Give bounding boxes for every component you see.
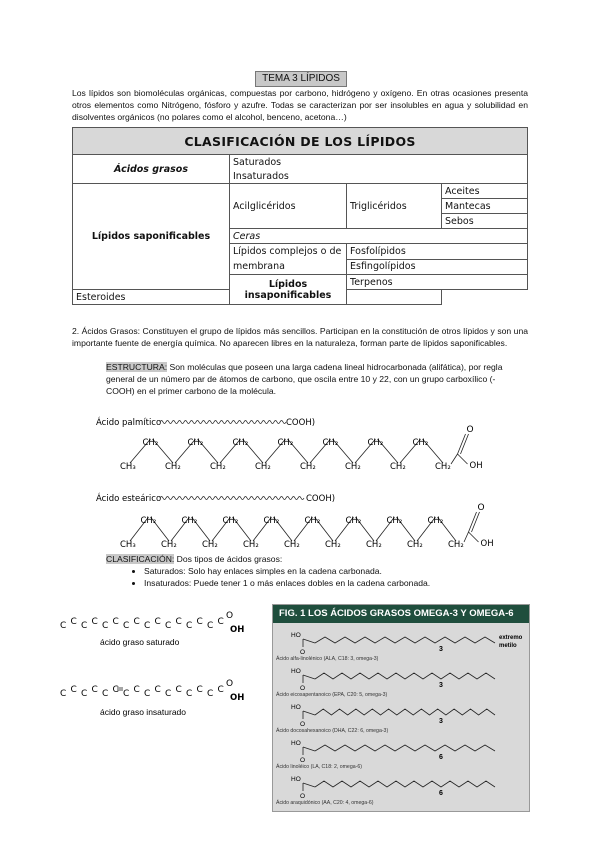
stearic-cooh: COOH) [306,494,336,504]
carbon-atom: C [165,689,172,699]
cell-acidos-grasos: Ácidos grasos [73,155,230,184]
stearic-carbon: CH₃ [120,540,136,550]
omega-number: 3 [439,646,443,653]
carbon-atom: C [144,689,151,699]
fatty-acid-skeleton [315,745,495,751]
stearic-carbon: CH₂ [345,516,362,526]
hydroxyl-label: OH [480,539,494,549]
acid-label: Ácido linoléico (LA, C18: 2, omega-6) [276,764,362,770]
omega-figure [272,604,530,812]
carbon-atom: C [186,621,193,631]
stearic-carbon: CH₂ [161,540,177,550]
o-label: O [300,649,306,656]
palmitic-carbon: CH₂ [367,438,384,448]
carbon-atom: C [60,689,67,699]
metilo-label: metilo [499,643,517,649]
carbon-atom: C [102,689,109,699]
carbon-atom: C [154,685,161,695]
carbon-atom: C [207,621,214,631]
carbon-atom: C [217,617,224,627]
extremo-label: extremo [499,635,523,641]
chain-bond [464,532,469,542]
ho-label: HO [291,632,301,639]
hydroxyl-group: OH [230,693,245,703]
carbon-atom: C [70,685,77,695]
carbon-atom: C [175,617,182,627]
o-label: O [300,757,306,764]
palmitic-carbon: CH₂ [165,462,181,472]
acid-label: Ácido alfa-linolénico (ALA, C18: 3, omega-3) [276,656,379,662]
hydroxyl-label: OH [469,461,483,471]
carbon-atom: C [217,685,224,695]
palmitic-carbon: CH₂ [277,438,294,448]
intro-paragraph: Los lípidos son biomoléculas orgánicas, compuestas por carbono, hidrógeno y oxígeno. En otras ocasiones presenta otros elementos como Nitrógeno, fósforo y azufre. Todas se caracterizan por ser insolubles en agua y solubilidad en disolventes orgánicos (no polares como el alcohol, benceno, acetona…) [72,88,528,122]
cell-sebos: Sebos [442,214,528,229]
stearic-carbon: CH₂ [386,516,403,526]
palmitic-carbon: CH₂ [390,462,406,472]
o-label: O [300,721,306,728]
stearic-carbon: CH₂ [243,540,259,550]
cell-complejos: Lípidos complejos o de membrana [230,244,347,275]
carbon-atom: C [81,621,88,631]
classification-section [106,553,516,589]
carbon-atom: C [123,621,130,631]
table-header: CLASIFICACIÓN DE LOS LÍPIDOS [73,128,528,155]
acid-label: Ácido eicosapentanoico (EPA, C20: 5, omega-3) [276,692,388,698]
carbon-chains [60,608,260,728]
carbon-atom: C [165,621,172,631]
carbon-atom: C [154,617,161,627]
carboxyl-bond [303,675,315,679]
carbon-atom: C [81,689,88,699]
palmitic-label: Ácido palmítico [96,418,162,428]
figure-title: FIG. 1 LOS ÁCIDOS GRASOS OMEGA-3 Y OMEGA-6 [273,605,529,623]
omega-number: 6 [439,754,443,761]
section-fatty-acids: 2. Ácidos Grasos: Constituyen el grupo de lípidos más sencillos. Participan en la constitución de otros lípidos y son una importante fuente de energía química. No aparecen libres en la naturaleza, forman parte de lípidos saponificables. [72,326,528,348]
stearic-carbon: CH₂ [140,516,157,526]
omega-number: 3 [439,682,443,689]
palmitic-cooh: COOH) [286,418,316,428]
oxygen-label: O [466,425,474,435]
list-item: • Insaturados: Puede tener 1 o más enlaces dobles en la cadena carbonada. [144,577,516,589]
palmitic-carbon: CH₂ [210,462,226,472]
cell-insaturados: Insaturados [230,169,528,184]
page-title: TEMA 3 LÍPIDOS [255,71,347,87]
stearic-carbon: CH₂ [263,516,280,526]
carboxyl-bond [303,711,315,715]
oxygen-atom: O [226,611,234,621]
classification-text: Dos tipos de ácidos grasos: [174,554,283,564]
stearic-carbon: CH₂ [407,540,423,550]
stearic-carbon: CH₂ [325,540,341,550]
carbon-atom: C [91,685,98,695]
palmitic-carbon: CH₃ [120,462,136,472]
palmitic-carbon: CH₂ [322,438,339,448]
carbon-atom: C [196,617,203,627]
carbon-atom: C [186,689,193,699]
cell-ceras: Ceras [230,229,528,244]
acid-label: Ácido docosahexanoico (DHA, C22: 6, omega-3) [276,728,389,734]
list-item: • Saturados: Solo hay enlaces simples en la cadena carbonada. [144,565,516,577]
o-label: O [300,685,306,692]
carbon-atom: C [102,621,109,631]
carboxyl-bond [303,783,315,787]
carbon-atom: C [91,617,98,627]
carbon-atom: C [133,617,140,627]
carbon-atom: C [60,621,67,631]
palmitic-carbon: CH₂ [435,462,451,472]
cell-esfingolipidos: Esfingolípidos [347,259,528,275]
carbon-atom: C [175,685,182,695]
hydroxyl-bond [458,454,468,464]
stearic-carbon: CH₂ [427,516,444,526]
cell-esteroides: Esteroides [73,290,442,305]
palmitic-carbon: CH₂ [142,438,159,448]
stearic-carbon: CH₂ [366,540,382,550]
omega-number: 6 [439,790,443,797]
o-label: O [300,793,306,800]
carbon-atom: C [196,685,203,695]
ho-label: HO [291,704,301,711]
chain-bond [451,454,458,464]
stearic-carbon: CH₂ [304,516,321,526]
carboxyl-bond [303,639,315,643]
fatty-acid-skeleton [315,709,495,715]
saturated-caption: ácido graso saturado [100,637,180,647]
palmitic-carbon: CH₂ [187,438,204,448]
palmitic-carbon: CH₂ [412,438,429,448]
carbon-atom: C [207,689,214,699]
stearic-carbon: CH₂ [284,540,300,550]
palmitic-carbon: CH₂ [232,438,249,448]
carbon-atom: C [144,621,151,631]
cell-saponificables: Lípidos saponificables [73,184,230,290]
cell-aceites: Aceites [442,184,528,199]
fatty-acid-skeleton [315,637,495,643]
ho-label: HO [291,668,301,675]
cell-saturados: Saturados [230,155,528,170]
carbon-atom: C [133,685,140,695]
carbon-atom: C [70,617,77,627]
palmitic-carbon: CH₂ [345,462,361,472]
molecule-diagrams [72,410,528,560]
stearic-label: Ácido esteárico [96,494,162,504]
classification-label: CLASIFICACIÓN: [106,554,175,564]
oxygen-label: O [477,503,485,513]
palmitic-carbon: CH₂ [255,462,271,472]
classification-table [72,127,528,305]
structure-paragraph [106,361,516,397]
stearic-carbon: CH₂ [448,540,464,550]
cell-trigliceridos: Triglicéridos [347,199,442,214]
cell-mantecas: Mantecas [442,199,528,214]
stearic-carbon: CH₂ [181,516,198,526]
stearic-carbon: CH₂ [202,540,218,550]
stearic-carbon: CH₂ [222,516,239,526]
omega-number: 3 [439,718,443,725]
hydroxyl-group: OH [230,625,245,635]
carbon-atom: C [112,685,119,695]
ho-label: HO [291,776,301,783]
carboxyl-bond [303,747,315,751]
hydroxyl-bond [469,532,479,542]
palmitic-carbon: CH₂ [300,462,316,472]
unsaturated-caption: ácido graso insaturado [100,707,187,717]
ho-label: HO [291,740,301,747]
fatty-acid-skeleton [315,673,495,679]
cell-fosfolipidos: Fosfolípidos [347,244,528,260]
fatty-acid-skeleton [315,781,495,787]
carbon-atom: C [123,689,130,699]
acid-label: Ácido araquidónico (AA, C20: 4, omega-6) [276,800,374,806]
cell-terpenos: Terpenos [347,275,528,290]
structure-text: Son moléculas que poseen una larga cadena lineal hidrocarbonada (alifática), por regla general de un número par de átomos de carbono, que oscila entre 10 y 22, con un grupo carboxílico (-COOH) en el primer carbono de la molécula. [106,362,503,396]
structure-label: ESTRUCTURA: [106,362,168,372]
cell-insaponificables: Lípidos insaponificables [230,275,347,305]
cell-acilgliceridos: Acilglicéridos [230,184,347,229]
carbon-atom: C [112,617,119,627]
oxygen-atom: O [226,679,234,689]
